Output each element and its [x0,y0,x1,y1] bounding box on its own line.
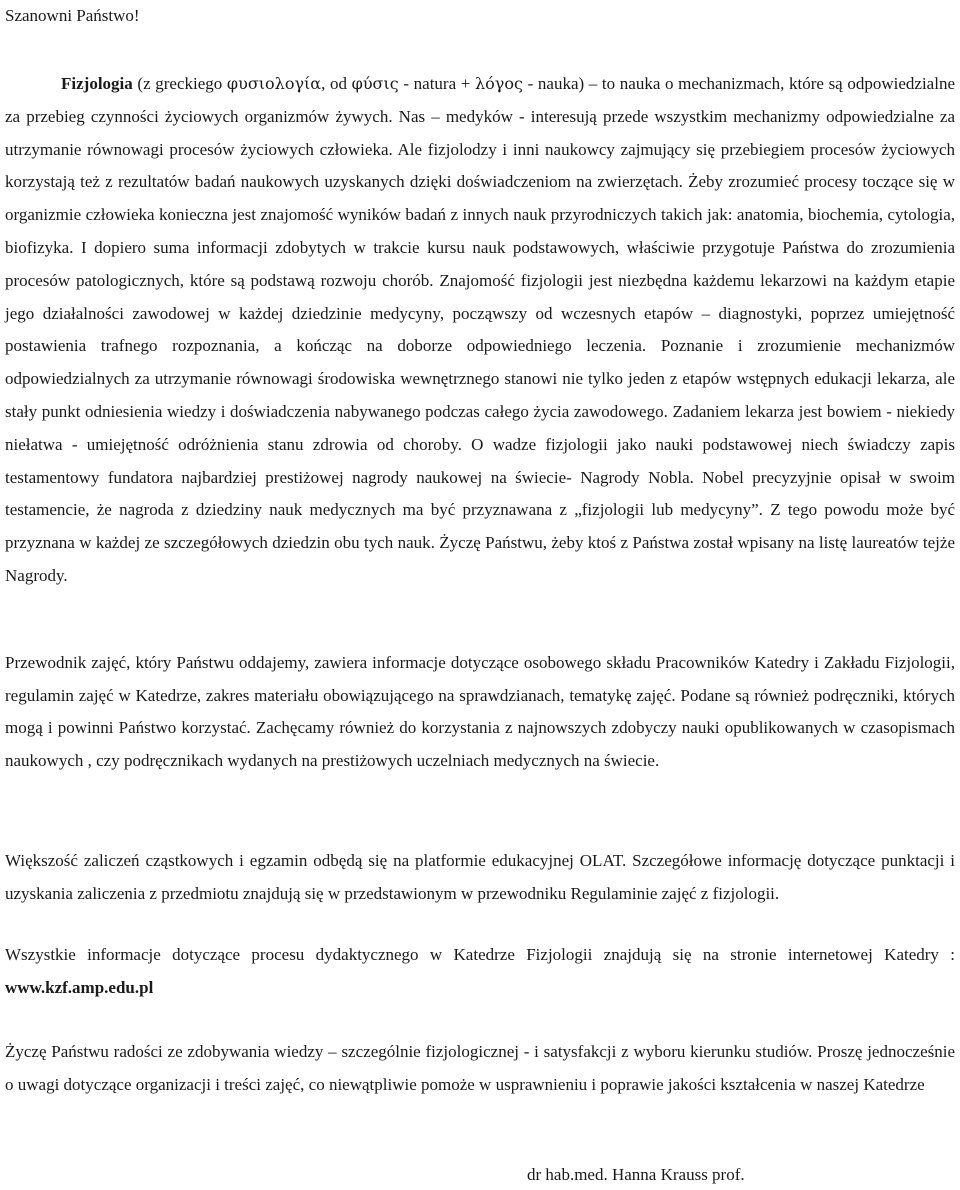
paragraph-physiology-intro [5,68,955,593]
greek-physis: φύσις [351,74,399,93]
paragraph-guide-contents: Przewodnik zajęć, który Państwu oddajemy, zawiera informacje dotyczące osobowego składu Pracowników Katedry i Zakładu Fizjologii, regulamin zajęć w Katedrze, zakres materiału obowiązującego na sprawdzianach, tematykę zajęć. Podane są również podręczniki, których mogą i powinni Państwo korzystać. Zachęcamy również do korzystania z najnowszych zdobyczy nauki opublikowanych w czasopismach naukowych , czy podręcznikach wydanych na prestiżowych uczelniach medycznych na świecie. [5,653,955,770]
p1-body: - nauka) – to nauka o mechanizmach, które są odpowiedzialne za przebieg czynności życiowych organizmów żywych. Nas – medyków - interesują przede wszystkim mechanizmy odpowiedzialne za utrzymanie równowagi procesów życiowych człowieka. Ale fizjolodzy i inni naukowcy zajmujący się przebiegiem procesów życiowych korzystają też z rezultatów badań naukowych uzyskanych dzięki doświadczeniom na zwierzętach. Żeby zrozumieć procesy toczące się w organizmie człowieka konieczna jest znajomość wyników badań z innych nauk przyrodniczych takich jak: anatomia, biochemia, cytologia, biofizyka. I dopiero suma informacji zdobytych w trakcie kursu nauk podstawowych, właściwie przygotuje Państwa do zrozumienia procesów patologicznych, które są podstawą rozwoju chorób. Znajomość fizjologii jest niezbędna każdemu lekarzowi na każdym etapie jego działalności zawodowej w każdej dziedzinie medycyny, począwszy od wczesnych etapów – diagnostyki, poprzez umiejętność postawienia trafnego rozpoznania, a kończąc na doborze odpowiedniego leczenia. Poznanie i zrozumienie mechanizmów odpowiedzialnych za utrzymanie równowagi środowiska wewnętrznego stanowi nie tylko jeden z etapów wstępnych edukacji lekarza, ale stały punkt odniesienia wiedzy i doświadczenia nabywanego podczas całego życia zawodowego. Zadaniem lekarza jest bowiem - niekiedy niełatwa - umiejętność odróżnienia stanu zdrowia od choroby. O wadze fizjologii jako nauki podstawowej niech świadczy zapis testamentowy fundatora najbardziej prestiżowej nagrody naukowej na świecie- Nagrody Nobla. Nobel precyzyjnie opisał w swoim testamencie, że nagroda z dziedziny nauk medycznych ma być przyznawana z „fizjologii lub medycyny”. Z tego powodu może być przyznana w każdej ze szczegółowych dziedzin obu tych nauk. Życzę Państwu, żeby ktoś z Państwa został wpisany na listę laureatów tejże Nagrody. [5,74,955,585]
p1-from: , od [321,74,352,93]
paragraph-olat-exams: Większość zaliczeń cząstkowych i egzamin odbędą się na platformie edukacyjnej OLAT. Szczegółowe informację dotyczące punktacji i uzyskania zaliczenia z przedmiotu znajdują się w przedstawionym w przewodniku Regulaminie zajęć z fizjologii. [5,851,955,903]
greek-physiologia: φυσιολογία [226,74,322,93]
greeting: Szanowni Państwo! [5,6,140,25]
term-fizjologia: Fizjologia [61,74,133,93]
signature: dr hab.med. Hanna Krauss prof. [527,1165,745,1184]
greek-logos: λόγος [475,74,523,93]
p1-greek-open: (z greckiego [132,74,227,93]
paragraph-website-info [5,939,955,1004]
website-link[interactable]: www.kzf.amp.edu.pl [5,977,154,997]
p1-natura: - natura + [398,74,476,93]
paragraph-closing-wishes: Życzę Państwu radości ze zdobywania wiedzy – szczególnie fizjologicznej - i satysfakcji z wyboru kierunku studiów. Proszę jednocześnie o uwagi dotyczące organizacji i treści zajęć, co niewątpliwie pomoże w usprawnieniu i poprawie jakości kształcenia w naszej Katedrze [5,1042,955,1094]
website-info-text: Wszystkie informacje dotyczące procesu dydaktycznego w Katedrze Fizjologii znajdują się na stronie internetowej Katedry : [5,945,955,964]
